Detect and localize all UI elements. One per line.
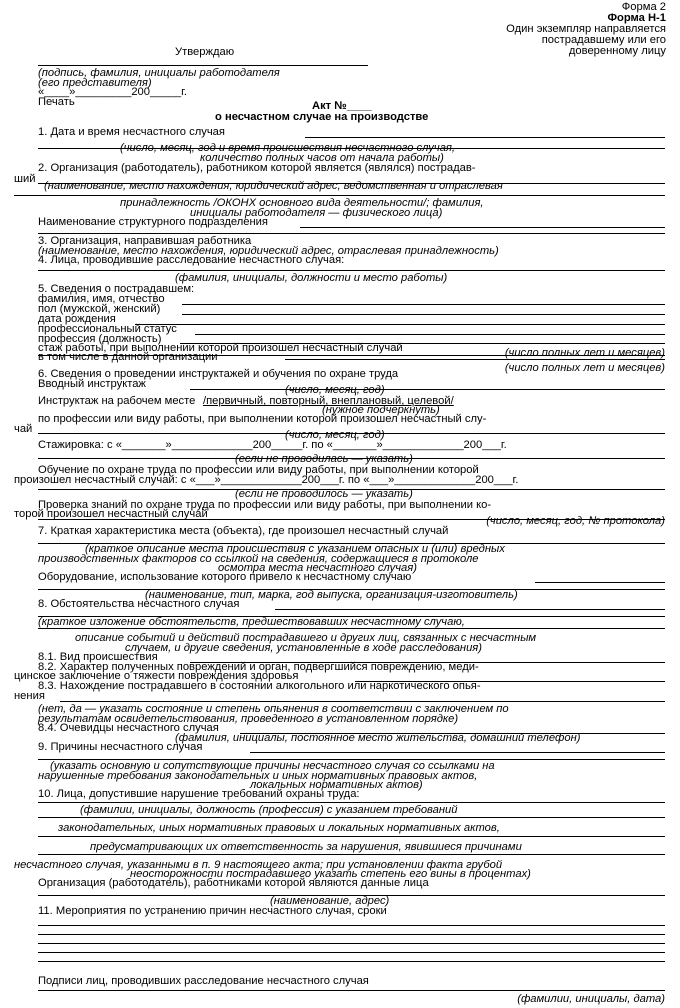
item-8-label: 8. Обстоятельства несчастного случая bbox=[38, 598, 240, 610]
item-9-caption-1: (указать основную и сопутствующие причины несчастного случая со ссылками на bbox=[50, 760, 495, 772]
training: Обучение по охране труда по профессии или виду работы, при выполнении которой bbox=[38, 464, 479, 476]
copy-note-2: пострадавшему или его bbox=[541, 34, 666, 46]
item-2-caption-1: (наименование, место нахождения, юридический адрес, ведомственная и отраслевая bbox=[44, 180, 503, 192]
briefing-types-caption: (нужное подчеркнуть) bbox=[322, 404, 440, 416]
employer-label: Организация (работодатель), работниками которой являются данные лица bbox=[38, 877, 429, 889]
item-8-caption-2: описание событий и действий пострадавшего и других лиц, связанных с несчастным bbox=[75, 632, 537, 644]
field-sex: пол (мужской, женский) bbox=[38, 303, 161, 315]
act-number: Акт №____ bbox=[312, 100, 372, 112]
knowledge-check-wrap: торой произошел несчастный случай bbox=[14, 508, 208, 520]
approval-sign-caption-2: (его представителя) bbox=[38, 77, 152, 89]
field-profession: профессия (должность) bbox=[38, 333, 162, 345]
item-6-label: 6. Сведения о проведении инструктажей и обучения по охране труда bbox=[38, 368, 399, 380]
subdivision-label: Наименование структурного подразделения bbox=[38, 216, 268, 228]
item-8-3-label: 8.3. Нахождение пострадавшего в состоянии алкогольного или наркотического опья- bbox=[38, 680, 481, 692]
copy-note-1: Один экземпляр направляется bbox=[506, 23, 666, 35]
item-10-caption-4: несчастного случая, указанными в п. 9 настоящего акта; при установлении факта грубой bbox=[14, 859, 503, 871]
stamp-label: Печать bbox=[38, 96, 75, 108]
item-8-caption-1: (краткое изложение обстоятельств, предшествовавших несчастному случаю, bbox=[38, 616, 465, 628]
item-2-caption-3: инициалы работодателя — физического лица) bbox=[190, 207, 443, 219]
item-10-caption-2: законодательных, иных нормативных правовых и локальных нормативных актов, bbox=[58, 822, 500, 834]
approval-title: Утверждаю bbox=[175, 46, 235, 58]
item-8-2-label-wrap: цинское заключение о тяжести повреждения здоровья bbox=[14, 670, 299, 682]
item-8-1-label: 8.1. Вид происшествия bbox=[38, 651, 158, 663]
workplace-briefing: Инструктаж на рабочем месте bbox=[38, 395, 196, 407]
item-8-caption-3: случаем, и другие сведения, установленные в ходе расследования) bbox=[125, 642, 482, 654]
item-7-caption-1: (краткое описание места происшествия с указанием опасных и (или) вредных bbox=[85, 543, 505, 555]
form-code: Форма Н-1 bbox=[607, 12, 666, 24]
item-1-caption-2: количество полных часов от начала работы) bbox=[200, 152, 444, 164]
training-caption: (если не проводилось — указать) bbox=[235, 488, 413, 500]
item-10-caption-1: (фамилии, инициалы, должность (профессия) с указанием требований bbox=[80, 804, 458, 816]
briefing-date-caption: (число, месяц, год) bbox=[285, 429, 385, 441]
knowledge-check: Проверка знаний по охране труда по профессии или виду работы, при выполнении ко- bbox=[38, 499, 492, 511]
intro-briefing: Вводный инструктаж bbox=[38, 378, 146, 390]
item-1-caption-1: (число, месяц, год и время происшествия несчастного случая, bbox=[120, 142, 456, 154]
item-7-caption-2: производственных факторов со ссылкой на сведения, содержащиеся в протоколе bbox=[38, 553, 479, 565]
org-experience-caption: (число полных лет и месяцев) bbox=[504, 362, 665, 374]
item-8-2-label: 8.2. Характер полученных повреждений и орган, подвергшийся повреждению, меди- bbox=[38, 661, 479, 673]
internship: Стажировка: с «_______»_____________200_____г. по «_______»_____________200___г. bbox=[38, 439, 507, 451]
internship-caption: (если не проводилась — указать) bbox=[235, 453, 413, 465]
field-work-experience: стаж работы, при выполнении которой произошел несчастный случай bbox=[38, 342, 403, 354]
item-7-caption-3: осмотра места несчастного случая) bbox=[218, 562, 417, 574]
item-2-caption-2: принадлежность /ОКОНХ основного вида деятельности/; фамилия, bbox=[120, 197, 484, 209]
item-8-4-caption: (фамилия, инициалы, постоянное место жительства, домашний телефон) bbox=[175, 732, 581, 744]
intro-briefing-caption: (число, месяц, год) bbox=[285, 384, 385, 396]
item-3-caption: (наименование, место нахождения, юридический адрес, отраслевая принадлежность) bbox=[38, 245, 499, 257]
item-7-label: 7. Краткая характеристика места (объекта), где произошел несчастный случай bbox=[38, 525, 449, 537]
signature-line bbox=[38, 65, 368, 66]
field-org-experience: в том числе в данной организации bbox=[38, 351, 218, 363]
item-3-label: 3. Организация, направившая работника bbox=[38, 235, 252, 247]
item-10-label: 10. Лица, допустившие нарушение требований охраны труда: bbox=[38, 788, 360, 800]
field-full-name: фамилия, имя, отчество bbox=[38, 293, 165, 305]
item-5-label: 5. Сведения о пострадавшем: bbox=[38, 283, 195, 295]
item-2-label: 2. Организация (работодатель), работником которой является (являлся) пострадав- bbox=[38, 162, 476, 174]
item-8-3-label-wrap: нения bbox=[14, 690, 45, 702]
field-prof-status: профессиональный статус bbox=[38, 323, 177, 335]
item-8-3-caption-2: результатам освидетельствования, проведенного в установленном порядке) bbox=[38, 713, 459, 725]
approval-date: «____»_________200_____г. bbox=[38, 86, 187, 98]
signatures-caption: (фамилии, инициалы, дата) bbox=[517, 993, 665, 1005]
training-dates: произошел несчастный случай: с «___»_____________200___г. по «___»_____________200___г. bbox=[14, 474, 519, 486]
item-4-caption: (фамилия, инициалы, должности и место работы) bbox=[175, 272, 448, 284]
equipment-caption: (наименование, тип, марка, год выпуска, организация-изготовитель) bbox=[145, 589, 518, 601]
item-1-label: 1. Дата и время несчастного случая bbox=[38, 126, 225, 138]
field-birth-date: дата рождения bbox=[38, 313, 116, 325]
item-9-caption-2: нарушенные требования законодательных и иных нормативных правовых актов, bbox=[38, 770, 478, 782]
item-11-label: 11. Мероприятия по устранению причин несчастного случая, сроки bbox=[38, 905, 387, 917]
knowledge-check-caption: (число, месяц, год, № протокола) bbox=[486, 515, 665, 527]
experience-caption: (число полных лет и месяцев) bbox=[504, 347, 665, 359]
copy-note-3: доверенному лицу bbox=[568, 45, 666, 57]
briefing-profession: по профессии или виду работы, при выполнении которой произошел несчастный слу- bbox=[38, 413, 487, 425]
briefing-profession-wrap: чай bbox=[14, 423, 33, 435]
item-9-caption-3: локальных нормативных актов) bbox=[250, 779, 423, 791]
form-label: Форма 2 bbox=[621, 1, 666, 13]
item-9-label: 9. Причины несчастного случая bbox=[38, 741, 203, 753]
act-title: о несчастном случае на производстве bbox=[215, 111, 429, 123]
approval-sign-caption-1: (подпись, фамилия, инициалы работодателя bbox=[38, 67, 280, 79]
item-2-label-wrap: ший bbox=[14, 173, 36, 185]
item-4-label: 4. Лица, проводившие расследование несчастного случая: bbox=[38, 254, 345, 266]
item-10-caption-3: предусматривающих их ответственность за нарушения, явившиеся причинами bbox=[90, 841, 522, 853]
equipment-label: Оборудование, использование которого привело к несчастному случаю bbox=[38, 571, 412, 583]
signatures-label: Подписи лиц, проводивших расследование несчастного случая bbox=[38, 975, 369, 987]
briefing-types: /первичный, повторный, внеплановый, целевой/ bbox=[203, 395, 454, 407]
item-10-caption-5: неосторожности пострадавшего указать степень его вины в процентах) bbox=[130, 868, 531, 880]
item-8-3-caption-1: (нет, да — указать состояние и степень опьянения в соответствии с заключением по bbox=[38, 703, 509, 715]
employer-caption: (наименование, адрес) bbox=[270, 895, 390, 907]
item-8-4-label: 8.4. Очевидцы несчастного случая bbox=[38, 722, 219, 734]
